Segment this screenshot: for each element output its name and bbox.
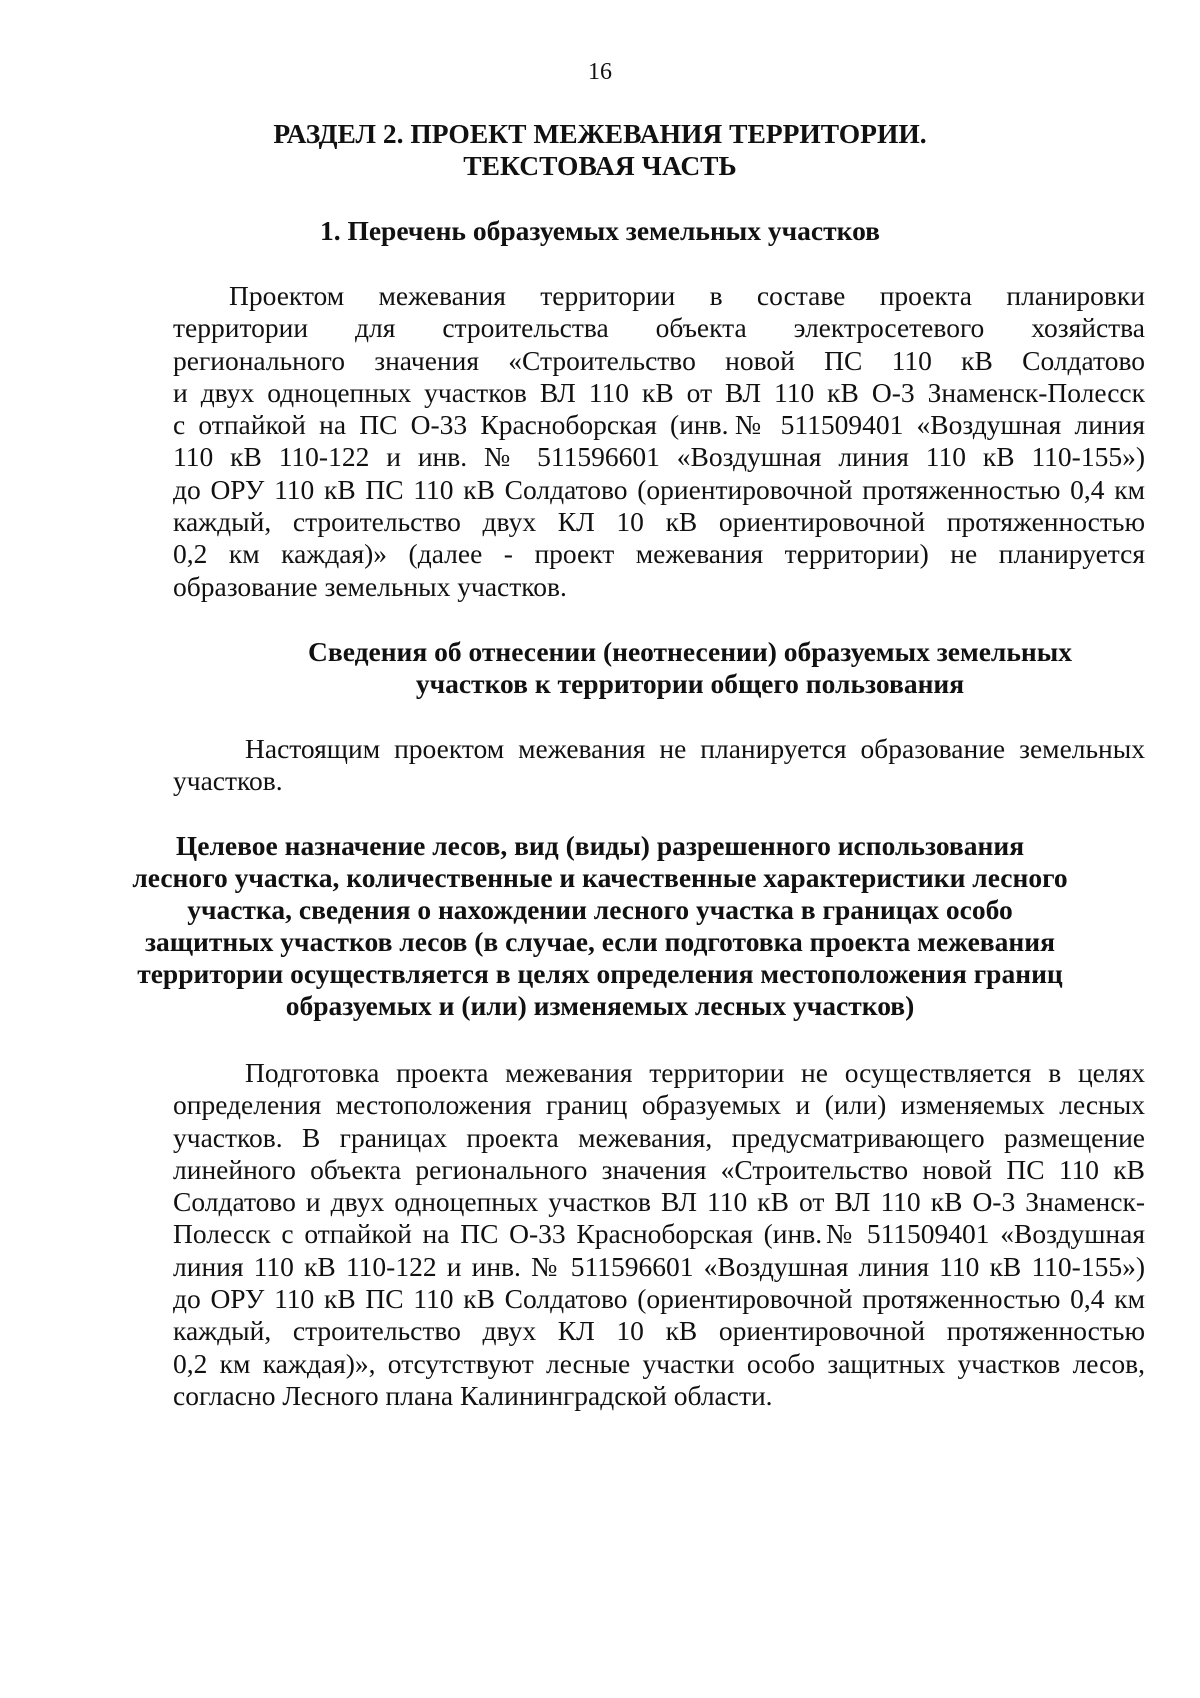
paragraph-line: согласно Лесного плана Калининградской области. (173, 1379, 773, 1411)
paragraph-line: регионального значения «Строительство новой ПС 110 кВ Солдатово (173, 344, 1145, 376)
paragraph-line: каждый, строительство двух КЛ 10 кВ ориентировочной протяженностью (173, 1315, 1145, 1347)
subsection-3-heading-line: лесного участка, количественные и качественные характеристики лесного (132, 862, 1068, 893)
subsection-3-heading-line: защитных участков лесов (в случае, если подготовка проекта межевания (145, 926, 1055, 957)
subsection-1-paragraph (173, 280, 1145, 603)
paragraph-line: Подготовка проекта межевания территории не осуществляется в целях (245, 1057, 1145, 1088)
subsection-3-heading-line: территории осуществляется в целях определения местоположения границ (137, 958, 1063, 989)
paragraph-line: определения местоположения границ образуемых и (или) изменяемых лесных (173, 1089, 1145, 1121)
paragraph-line: образование земельных участков. (173, 570, 567, 602)
paragraph-line: участков. (173, 765, 283, 797)
section-title-line-2: ТЕКСТОВАЯ ЧАСТЬ (463, 150, 737, 181)
subsection-3-heading-line: участка, сведения о нахождении лесного участка в границах особо (187, 894, 1013, 925)
paragraph-line: до ОРУ 110 кВ ПС 110 кВ Солдатово (ориентировочной протяженностью 0,4 км (173, 473, 1145, 505)
paragraph-line: Проектом межевания территории в составе проекта планировки (229, 280, 1145, 311)
subsection-2-heading-line-1: Сведения об отнесении (неотнесении) образуемых земельных (308, 636, 1072, 667)
paragraph-line: с отпайкой на ПС О-33 Красноборская (инв.№ 511509401 «Воздушная линия (173, 409, 1145, 441)
subsection-3-paragraph (173, 1057, 1145, 1412)
paragraph-line: Настоящим проектом межевания не планируется образование земельных (245, 733, 1145, 764)
paragraph-line: и двух одноцепных участков ВЛ 110 кВ от ВЛ 110 кВ О-3 Знаменск-Полесск (173, 376, 1145, 408)
paragraph-line: Полесск с отпайкой на ПС О-33 Красноборская (инв.№ 511509401 «Воздушная (173, 1218, 1145, 1250)
paragraph-line: 0,2 км каждая)» (далее - проект межевания территории) не планируется (173, 538, 1145, 570)
paragraph-line: 0,2 км каждая)», отсутствуют лесные участки особо защитных участков лесов, (173, 1347, 1145, 1379)
paragraph-line: линия 110 кВ 110-122 и инв. № 511596601 «Воздушная линия 110 кВ 110-155») (173, 1250, 1145, 1282)
paragraph-line: участков. В границах проекта межевания, предусматривающего размещение (173, 1121, 1145, 1153)
paragraph-line: до ОРУ 110 кВ ПС 110 кВ Солдатово (ориентировочной протяженностью 0,4 км (173, 1283, 1145, 1315)
paragraph-line: 110 кВ 110-122 и инв. № 511596601 «Воздушная линия 110 кВ 110-155») (173, 441, 1145, 473)
paragraph-line: каждый, строительство двух КЛ 10 кВ ориентировочной протяженностью (173, 506, 1145, 538)
section-title-line-1: РАЗДЕЛ 2. ПРОЕКТ МЕЖЕВАНИЯ ТЕРРИТОРИИ. (273, 118, 927, 149)
page-number: 16 (588, 59, 612, 85)
subsection-3-heading-line: Целевое назначение лесов, вид (виды) разрешенного использования (175, 830, 1025, 861)
subsection-1-heading: 1. Перечень образуемых земельных участков (319, 215, 881, 246)
subsection-3-heading-line: образуемых и (или) изменяемых лесных участков) (285, 990, 915, 1021)
subsection-2-heading-line-2: участков к территории общего пользования (415, 668, 965, 699)
paragraph-line: линейного объекта регионального значения «Строительство новой ПС 110 кВ (173, 1153, 1145, 1185)
subsection-2-paragraph (173, 733, 1145, 798)
paragraph-line: Солдатово и двух одноцепных участков ВЛ 110 кВ от ВЛ 110 кВ О-3 Знаменск- (173, 1186, 1145, 1218)
paragraph-line: территории для строительства объекта электросетевого хозяйства (173, 312, 1145, 344)
